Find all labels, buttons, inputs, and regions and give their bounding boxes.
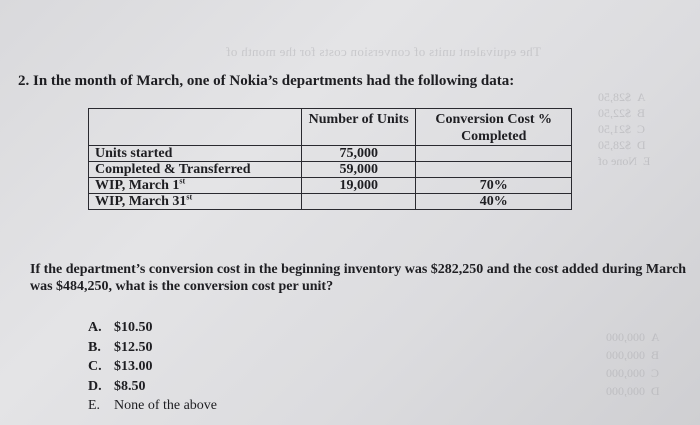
table-row: [89, 178, 572, 194]
row-percent: 40%: [416, 194, 572, 210]
table-row: [89, 162, 572, 178]
option-a[interactable]: A. $10.50: [88, 320, 153, 335]
question-text: If the department’s conversion cost in the beginning inventory was $282,250 and the cost added during March was $484,250, what is the conversion cost per unit?: [30, 262, 687, 294]
show-through-text: D $28,50: [598, 138, 646, 152]
option-c[interactable]: C. $13.00: [88, 359, 153, 374]
show-through-text: C $21,50: [598, 122, 646, 136]
show-through-text: A $28,50: [598, 90, 646, 104]
row-label: WIP, March 31st: [89, 194, 302, 210]
table-header-units: Number of Units: [301, 109, 416, 146]
row-units: 75,000: [301, 146, 416, 162]
row-label: WIP, March 1st: [89, 178, 302, 194]
show-through-text: The equivalent units of conversion costs for the month of: [226, 44, 541, 59]
row-units: 19,000: [301, 178, 416, 194]
row-units: 59,000: [301, 162, 416, 178]
table-header-cell: [89, 109, 302, 146]
row-percent: [416, 162, 572, 178]
table-row: [89, 146, 572, 162]
row-units: [301, 194, 416, 210]
option-e[interactable]: E. None of the above: [88, 398, 218, 413]
option-d[interactable]: D. $8.50: [88, 378, 146, 394]
show-through-text: A 000,000: [606, 330, 660, 344]
show-through-text: D 000,000: [606, 384, 660, 398]
show-through-text: B 000,000: [606, 348, 660, 362]
data-table: [88, 108, 572, 210]
table-header-conversion: Conversion Cost % Completed: [416, 109, 572, 146]
show-through-text: E None of: [598, 154, 651, 168]
row-percent: 70%: [416, 178, 572, 194]
question-heading: 2. In the month of March, one of Nokia’s departments had the following data:: [18, 73, 515, 89]
table-header-row: [89, 109, 572, 146]
row-label: Completed & Transferred: [89, 162, 302, 178]
option-b[interactable]: B. $12.50: [88, 339, 153, 355]
show-through-text: C 000,000: [606, 366, 660, 380]
table-row: [89, 194, 572, 210]
row-label: Units started: [89, 146, 302, 162]
show-through-text: B $22,50: [598, 106, 646, 120]
row-percent: [416, 146, 572, 162]
answer-options: [88, 318, 217, 416]
